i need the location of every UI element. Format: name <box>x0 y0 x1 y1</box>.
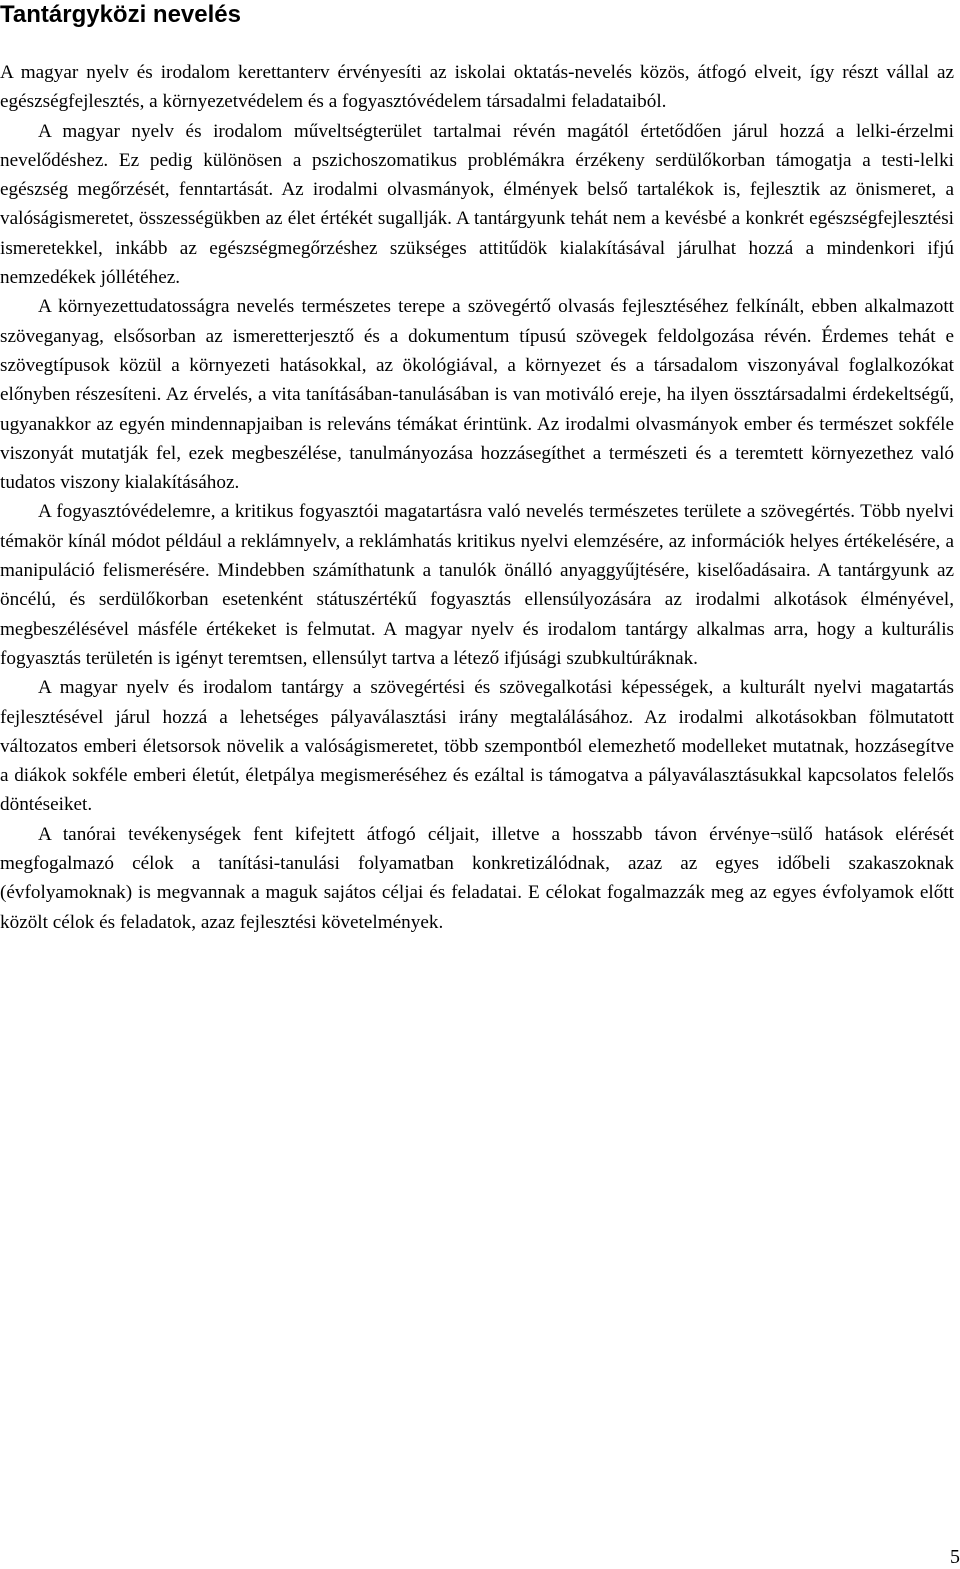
paragraph-intro: A magyar nyelv és irodalom kerettanterv érvényesíti az iskolai oktatás-nevelés közös, átfogó elveit, így részt vállal az egészségfejlesztés, a környezetvédelem és a fogyasztóvédelem társadalmi feladataiból. <box>0 62 954 113</box>
document-body <box>0 58 954 937</box>
paragraph-goals: A tanórai tevékenységek fent kifejtett átfogó céljait, illetve a hosszabb távon érvénye¬sülő hatások elérését megfogalmazó célok a tanítási-tanulási folyamatban konkretizálódnak, azaz az egyes időbeli szakaszoknak (évfolyamoknak) is megvannak a maguk sajátos céljai és feladatai. E célokat fogalmazzák meg az egyes évfolyamok előtt közölt célok és feladatok, azaz fejlesztési követelmények. <box>0 823 954 933</box>
paragraph-consumer: A fogyasztóvédelemre, a kritikus fogyasztói magatartásra való nevelés természetes területe a szövegértés. Több nyelvi témakör kínál módot például a reklámnyelv, a reklámhatás kritikus nyelvi elemzésére, az információk helyes értékelésére, a manipuláció felismerésére. Mindebben számíthatunk a tanulók önálló anyaggyűjtésére, kiselőadásaira. A tantárgyunk az öncélú, és serdülőkorban esetenként státuszértékű fogyasztás ellensúlyozására az irodalmi alkotások élményével, megbeszélésével másféle értékeket is felmutat. A magyar nyelv és irodalom tantárgy alkalmas arra, hogy a kulturális fogyasztás területén is igényt teremtsen, ellensúlyt tartva a létező ifjúsági szubkultúráknak. <box>0 501 954 669</box>
page-title: Tantárgyközi nevelés <box>0 1 241 28</box>
page-number: 5 <box>950 1546 960 1568</box>
paragraph-environment: A környezettudatosságra nevelés természetes terepe a szövegértő olvasás fejlesztéséhez felkínált, ebben alkalmazott szöveganyag, elsősorban az ismeretterjesztő és a dokumentum típusú szövegek feldolgozása révén. Érdemes tehát e szövegtípusok közül a környezeti hatásokkal, az ökológiával, a környezet és a társadalom viszonyával foglalkozókat előnyben részesíteni. Az érvelés, a vita tanításában-tanulásában is van motiváló ereje, ha ilyen össztársadalmi érdekeltségű, ugyanakkor az egyén mindennapjaiban is releváns témákat érintünk. Az irodalmi olvasmányok ember és természet sokféle viszonyát mutatják fel, ezek megbeszélése, tanulmányozása hozzásegíthet a természeti és a teremtett környezethez való tudatos viszony kialakításához. <box>0 296 954 494</box>
paragraph-career: A magyar nyelv és irodalom tantárgy a szövegértési és szövegalkotási képességek, a kulturált nyelvi magatartás fejlesztésével járul hozzá a lehetséges pályaválasztási irány megtalálásához. Az irodalmi alkotásokban fölmutatott változatos emberi életsorsok növelik a valóságismeretet, több szempontból elemezhető modelleket mutatnak, hozzásegítve a diákok sokféle emberi életút, életpálya megismeréséhez és ezáltal is támogatva a pályaválasztásukkal kapcsolatos felelős döntéseiket. <box>0 677 954 816</box>
paragraph-health: A magyar nyelv és irodalom műveltségterület tartalmai révén magától értetődően járul hozzá a lelki-érzelmi nevelődéshez. Ez pedig különösen a pszichoszomatikus problémákra érzékeny serdülőkorban támogatja a testi-lelki egészség megőrzését, fenntartását. Az irodalmi olvasmányok, élmények belső tartalékok is, fejlesztik az önismeret, a valóságismeretet, összességükben az élet értékét sugallják. A tantárgyunk tehát nem a kevésbé a konkrét egészségfejlesztési ismeretekkel, inkább az egészségmegőrzéshez szükséges attitűdök kialakításával járulhat hozzá a mindenkori ifjú nemzedékek jóllétéhez. <box>0 120 954 289</box>
